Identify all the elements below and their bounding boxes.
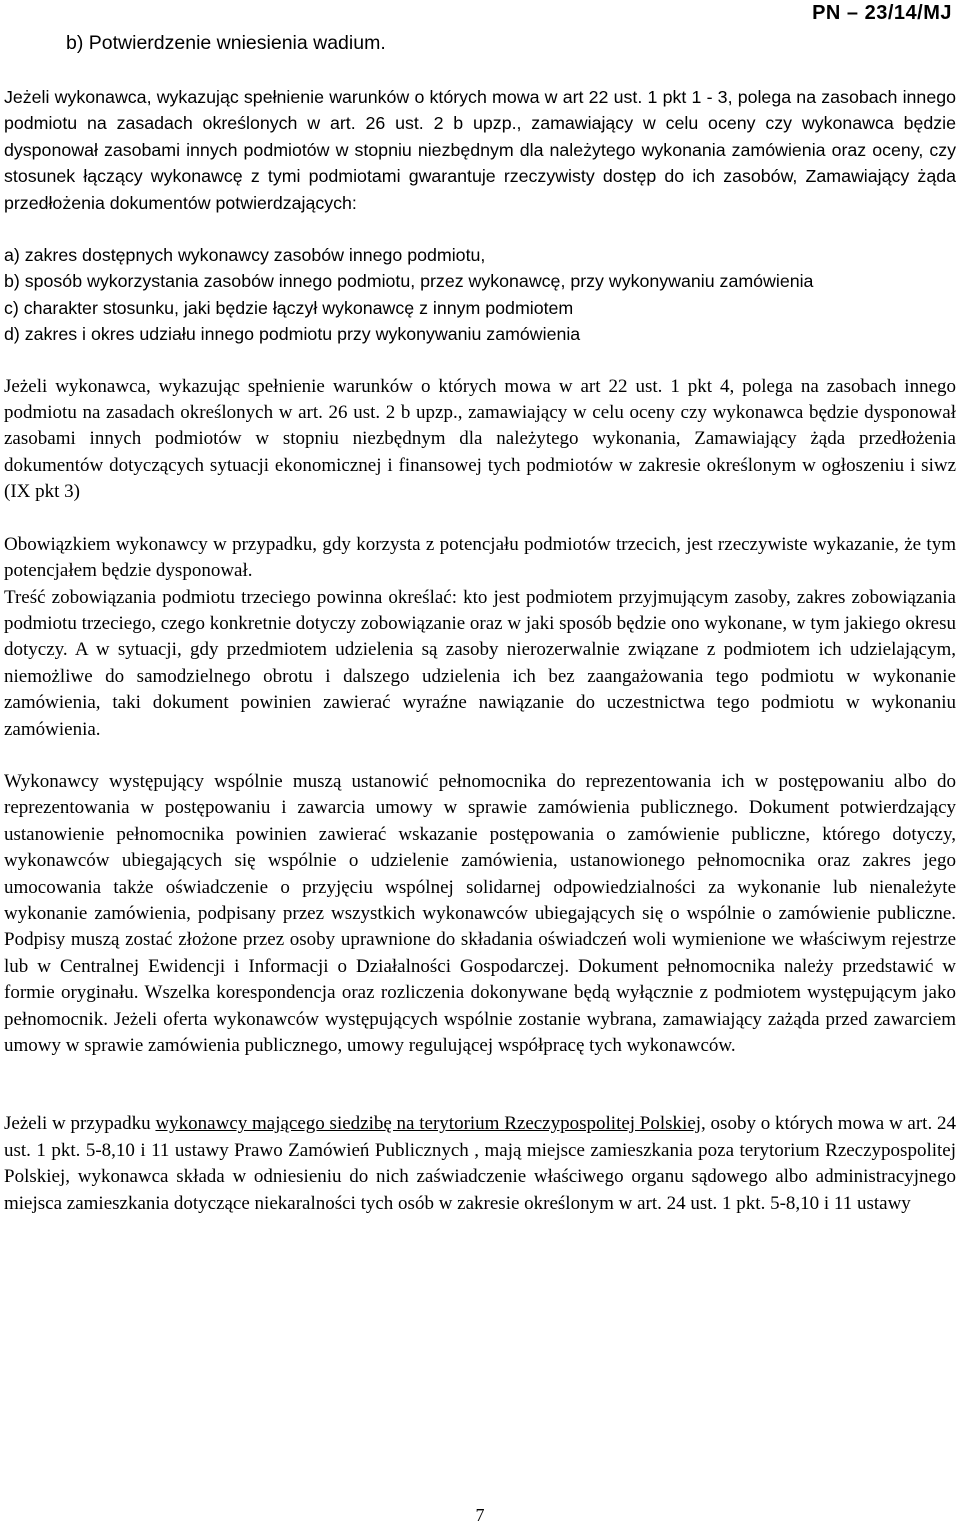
wadium-confirmation-item: b) Potwierdzenie wniesienia wadium. xyxy=(66,32,386,54)
list-item-c: c) charakter stosunku, jaki będzie łączył wykonawcę z innym podmiotem xyxy=(4,297,574,318)
document-code: PN – 23/14/MJ xyxy=(812,2,952,24)
paragraph-third-party-resources-4: Jeżeli wykonawca, wykazując spełnienie warunków o których mowa w art 22 ust. 1 pkt 4, polega na zasobach innego podmiotu na zasadach określonych w art. 26 ust. 2 b upzp., zamawiający w celu oceny czy wykonawca będzie dysponował zasobami innych podmiotów w stopniu niezbędnym dla należytego wykonania, Zamawiający żąda przedłożenia dokumentów dotyczących sytuacji ekonomicznej i finansowej tych podmiotów w zakresie określonym w ogłoszeniu i siwz (IX pkt 3) xyxy=(4,375,956,503)
paragraph-foreign-residence-start: Jeżeli w przypadku xyxy=(4,1113,156,1135)
page-number: 7 xyxy=(475,1505,485,1525)
underlined-phrase: wykonawcy mającego siedzibę na terytorium Rzeczypospolitej Polskiej xyxy=(155,1113,702,1135)
paragraph-joint-contractors: Wykonawcy występujący wspólnie muszą ustanowić pełnomocnika do reprezentowania ich w postępowaniu albo do reprezentowania w postępowaniu i zawarcia umowy w sprawie zamówienia publicznego. Dokument potwierdzający ustanowienie pełnomocnika powinien zawierać wskazanie postępowania o zamówienie publiczne, którego dotyczy, wykonawców ubiegających się wspólnie o udzielenie zamówienia, ustanowionego pełnomocnika oraz zakres jego umocowania także oświadczenie o przyjęciu wspólnej solidarnej odpowiedzialności za wykonanie lub nienależyte wykonanie zamówienia, podpisany przez wszystkich wykonawców ubiegających się o wspólnie o zamówienie publiczne. Podpisy muszą zostać złożone przez osoby uprawnione do składania oświadczeń woli wymienione we właściwym rejestrze lub w Centralnej Ewidencji i Informacji o Działalności Gospodarczej. Dokument pełnomocnika należy przedstawić w formie oryginału. Wszelka korespondencja oraz rozliczenia dokonywane będą wyłącznie z podmiotem występującym jako pełnomocnik. Jeżeli oferta wykonawców występujących wspólnie zostanie wybrana, zamawiający zażąda przed zawarciem umowy w sprawie zamówienia publicznego, umowy regulującej współpracę tych wykonawców. xyxy=(4,770,956,1056)
paragraph-commitment-content: Treść zobowiązania podmiotu trzeciego powinna określać: kto jest podmiotem przyjmującym zasoby, zakres zobowiązania podmiotu trzeciego, czego konkretnie dotyczy zobowiązanie oraz w jaki sposób będzie ono wykonane, w tym jakiego okresu dotyczy. A w sytuacji, gdy przedmiotem udzielenia są zasoby nierozerwalnie związane z podmiotem ich udzielającym, niemożliwe do samodzielnego obrotu i dalszego udzielenia ich bez zaangażowania tego podmiotu w wykonanie zamówienia, taki dokument powinien zawierać wyraźne nawiązanie do uczestnictwa tego podmiotu w wykonaniu zamówienia. xyxy=(4,586,956,740)
list-item-b: b) sposób wykorzystania zasobów innego podmiotu, przez wykonawcę, przy wykonywaniu zamówienia xyxy=(4,271,814,292)
paragraph-foreign-residence-rest: , osoby o których mowa w art. 24 ust. 1 pkt. 5-8,10 i 11 ustawy Prawo Zamówień Publicznych , mają miejsce zamieszkania poza terytorium Rzeczypospolitej Polskiej, wykonawca składa w odniesieniu do nich zaświadczenie właściwego organu sądowego albo administracyjnego miejsca zamieszkania dotyczące niekaralności tych osób w zakresie określonym w art. 24 ust. 1 pkt. 5-8,10 i 11 ustawy xyxy=(4,1113,956,1214)
required-documents-list xyxy=(4,242,956,348)
paragraph-third-party-resources-1-3 xyxy=(4,84,956,216)
paragraph-contractor-obligation: Obowiązkiem wykonawcy w przypadku, gdy korzysta z potencjału podmiotów trzecich, jest rzeczywiste wykazanie, że tym potencjałem będzie dysponował. xyxy=(4,533,956,582)
paragraph-rest-text: , zamawiający w celu oceny czy wykonawca będzie dysponował zasobami innych podmiotów w stopniu niezbędnym dla należytego wykonania zamówienia oraz oceny, czy stosunek łączący wykonawcę z tymi podmiotami gwarantuje rzeczywisty dostęp do ich zasobów, Zamawiający żąda przedłożenia dokumentów potwierdzających: xyxy=(4,113,956,213)
paragraph-lead-text: Jeżeli wykonawca, wykazując spełnienie warunków o których mowa w art 22 ust. 1 pkt 1 - 3, polega na zasobach innego podmiotu na zasadach określonych w art. 26 ust. 2 b upzp. xyxy=(4,87,956,134)
document-body xyxy=(4,84,956,1217)
list-item-d: d) zakres i okres udziału innego podmiotu przy wykonywaniu zamówienia xyxy=(4,324,581,345)
list-item-a: a) zakres dostępnych wykonawcy zasobów innego podmiotu, xyxy=(4,245,486,266)
paragraph-foreign-residence xyxy=(4,1111,956,1217)
